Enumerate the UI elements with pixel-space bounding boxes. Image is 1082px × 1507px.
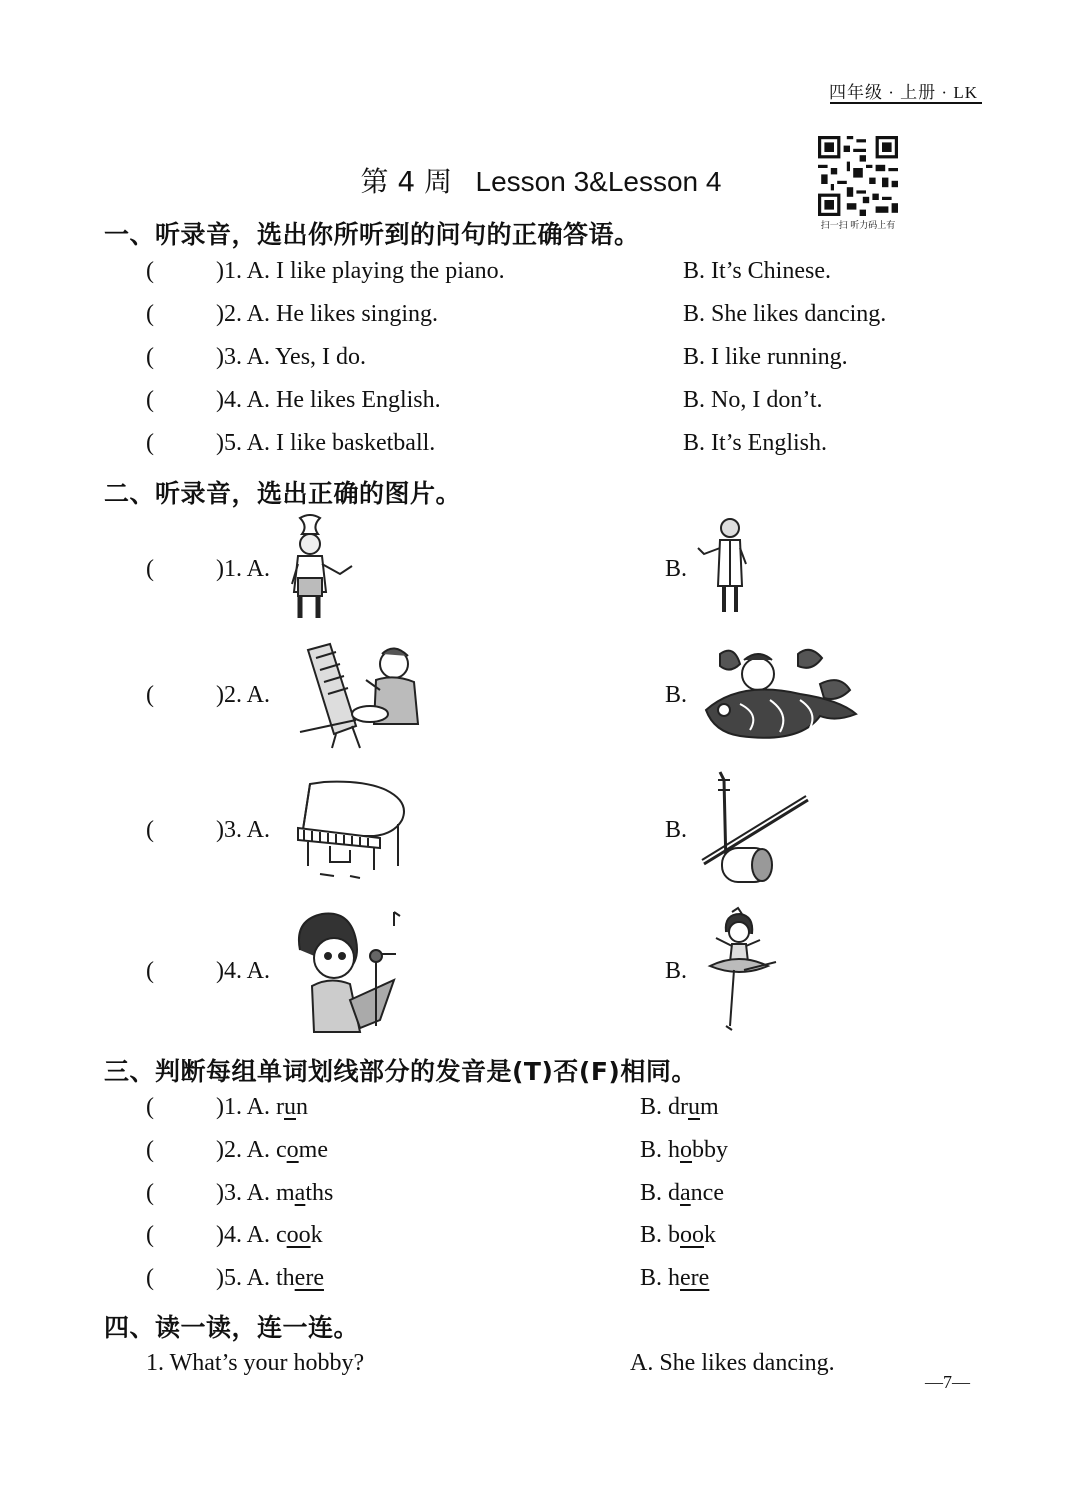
answer-blank[interactable]: ( (146, 387, 154, 413)
s2-q3-label-b: B. (665, 817, 688, 843)
answer-blank[interactable]: ( (146, 344, 154, 370)
s3-q1-word-a: )1. A. run (216, 1094, 308, 1120)
piano-icon[interactable] (294, 780, 410, 884)
page-number: —7— (925, 1372, 970, 1392)
week-label: 第 4 周 (360, 165, 453, 198)
s3-q2-word-b: B. hobby (640, 1137, 729, 1163)
answer-blank[interactable]: ( (146, 1094, 154, 1120)
answer-blank[interactable]: ( (146, 817, 154, 843)
s3-question-4 (0, 1222, 1082, 1262)
s1-question-5 (0, 430, 1082, 470)
s3-q2-word-a: )2. A. come (216, 1137, 328, 1163)
painting-boy-icon[interactable] (296, 640, 424, 750)
page-title (0, 160, 1082, 200)
s1-question-3 (0, 344, 1082, 384)
s1-question-4 (0, 387, 1082, 427)
s1-q4-option-b: B. No, I don’t. (683, 387, 823, 413)
s2-q1-label-a: )1. A. (216, 556, 270, 582)
answer-blank[interactable]: ( (146, 1180, 154, 1206)
ballerina-icon[interactable] (702, 906, 784, 1034)
answer-blank[interactable]: ( (146, 958, 154, 984)
s3-question-2 (0, 1137, 1082, 1177)
paper-cutting-icon[interactable] (700, 644, 860, 750)
s1-q2-option-b: B. She likes dancing. (683, 301, 887, 327)
s3-q3-word-a: )3. A. maths (216, 1180, 334, 1206)
s2-q2-label-b: B. (665, 682, 688, 708)
singing-girl-icon[interactable] (290, 910, 412, 1034)
s2-q3-label-a: )3. A. (216, 817, 270, 843)
s1-question-1 (0, 258, 1082, 298)
s1-q4-option-a: )4. A. He likes English. (216, 387, 441, 413)
s1-q1-option-b: B. It’s Chinese. (683, 258, 831, 284)
section2-heading: 二、听录音，选出正确的图片。 (104, 479, 462, 508)
s3-q1-word-b: B. drum (640, 1094, 719, 1120)
grade-label: 四年级 · 上册 · LK (829, 83, 978, 102)
s2-question-4 (0, 958, 1082, 998)
s1-q5-option-b: B. It’s English. (683, 430, 828, 456)
s3-q4-word-a: )4. A. cook (216, 1222, 323, 1248)
s4-answer-a[interactable]: A. She likes dancing. (630, 1350, 835, 1376)
section3-heading: 三、判断每组单词划线部分的发音是(T)否(F)相同。 (104, 1057, 697, 1086)
s3-q5-word-a: )5. A. there (216, 1265, 324, 1291)
s1-q5-option-a: )5. A. I like basketball. (216, 430, 436, 456)
s3-q5-word-b: B. here (640, 1265, 710, 1291)
doctor-icon[interactable] (696, 516, 752, 616)
answer-blank[interactable]: ( (146, 301, 154, 327)
s4-question-1[interactable]: 1. What’s your hobby? (146, 1350, 365, 1376)
header-divider (830, 102, 982, 104)
s3-question-3 (0, 1180, 1082, 1220)
s2-q4-label-a: )4. A. (216, 958, 270, 984)
s2-q1-label-b: B. (665, 556, 688, 582)
s2-question-1 (0, 556, 1082, 596)
s2-question-2 (0, 682, 1082, 722)
s3-question-5 (0, 1265, 1082, 1305)
s2-question-3 (0, 817, 1082, 857)
answer-blank[interactable]: ( (146, 682, 154, 708)
answer-blank[interactable]: ( (146, 430, 154, 456)
s1-q3-option-b: B. I like running. (683, 344, 848, 370)
s3-question-1 (0, 1094, 1082, 1134)
s2-q2-label-a: )2. A. (216, 682, 270, 708)
cook-icon[interactable] (290, 514, 360, 622)
answer-blank[interactable]: ( (146, 1265, 154, 1291)
answer-blank[interactable]: ( (146, 1137, 154, 1163)
answer-blank[interactable]: ( (146, 1222, 154, 1248)
s4-matching-row-1 (0, 1350, 1082, 1390)
qr-caption: 扫一扫 听力码上有 (820, 220, 896, 230)
erhu-icon[interactable] (700, 770, 812, 886)
answer-blank[interactable]: ( (146, 258, 154, 284)
s1-q3-option-a: )3. A. Yes, I do. (216, 344, 367, 370)
section1-heading: 一、听录音，选出你所听到的问句的正确答语。 (104, 220, 640, 249)
qr-code-icon[interactable] (818, 136, 898, 216)
s1-q2-option-a: )2. A. He likes singing. (216, 301, 438, 327)
s3-q3-word-b: B. dance (640, 1180, 724, 1206)
s3-q4-word-b: B. book (640, 1222, 717, 1248)
s1-q1-option-a: )1. A. I like playing the piano. (216, 258, 505, 284)
lesson-label: Lesson 3&Lesson 4 (475, 166, 722, 197)
answer-blank[interactable]: ( (146, 556, 154, 582)
s1-question-2 (0, 301, 1082, 341)
section4-heading: 四、读一读，连一连。 (104, 1313, 360, 1342)
s2-q4-label-b: B. (665, 958, 688, 984)
